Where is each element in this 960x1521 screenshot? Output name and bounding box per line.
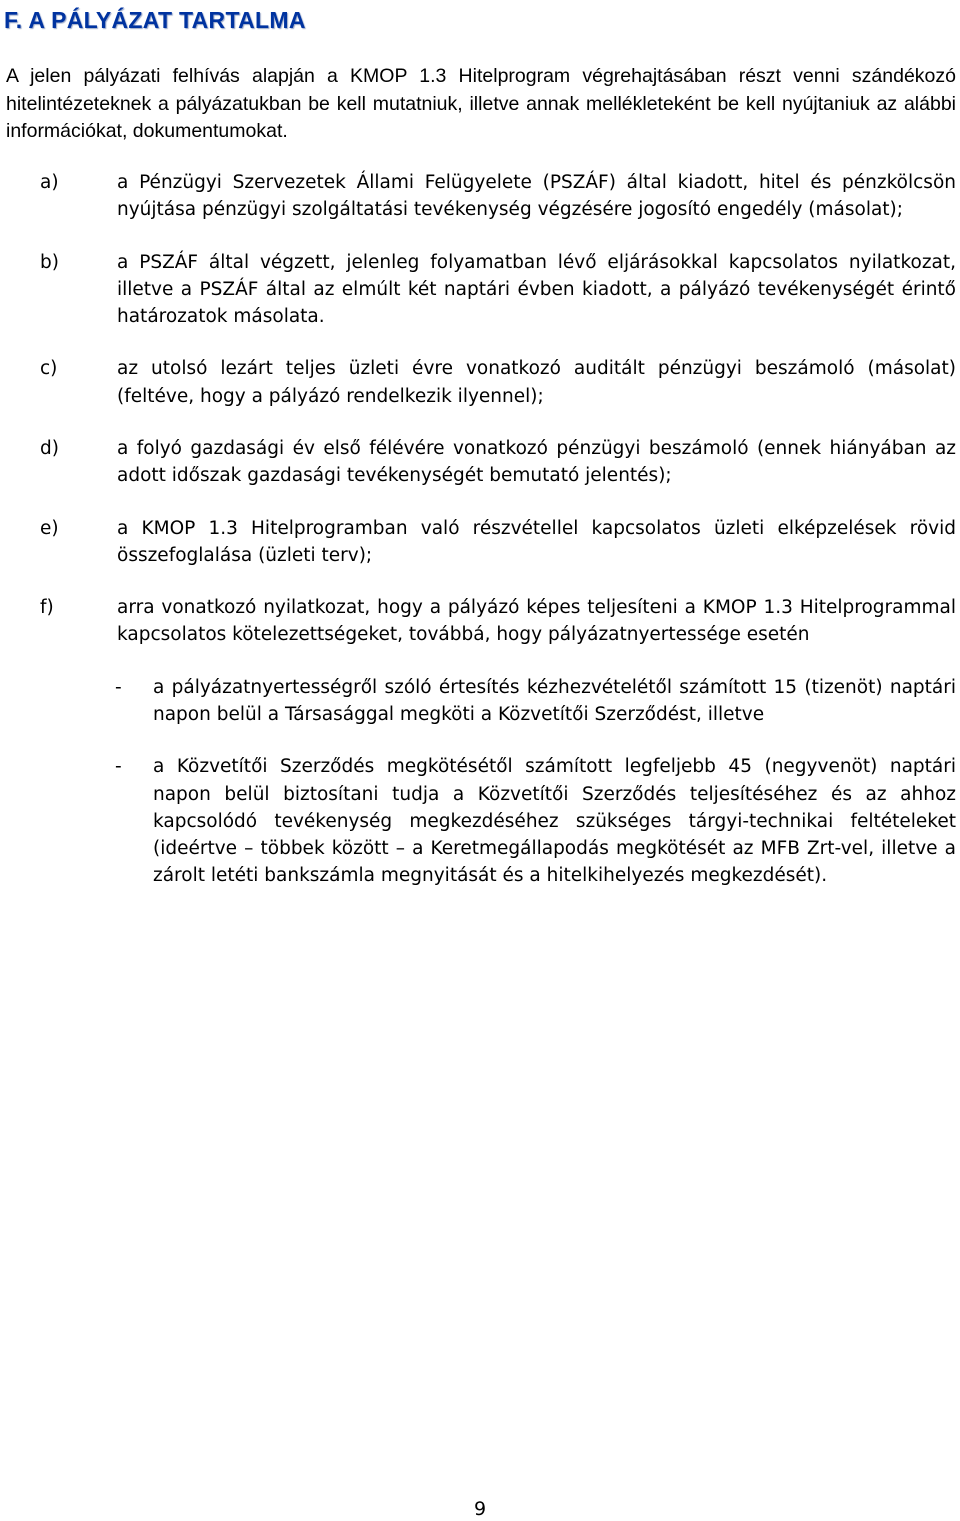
- sub-list-item-text: a Közvetítői Szerződés megkötésétől számított legfeljebb 45 (negyvenöt) naptári napon belül biztosítani tudja a Közvetítői Szerződés teljesítéséhez és az ahhoz kapcsolódó tevékenység megkezdéséhez szükséges tárgyi-technikai feltételeket (ideértve – többek között – a Keretmegállapodás megkötését az MFB Zrt-vel, illetve a zárolt letéti bankszámla megnyitását és a hitelkihelyezés megkezdését).: [153, 756, 956, 887]
- section-heading: F. A PÁLYÁZAT TARTALMA: [4, 7, 306, 33]
- list-item: [0, 435, 956, 489]
- list-item-text: arra vonatkozó nyilatkozat, hogy a pályázó képes teljesíteni a KMOP 1.3 Hitelprogrammal kapcsolatos kötelezettségeket, továbbá, hogy pályázatnyertessége esetén: [117, 597, 956, 646]
- list-item: [0, 594, 956, 648]
- sub-list-item: [0, 753, 956, 889]
- sub-list-item: [0, 674, 956, 728]
- list-item-text: az utolsó lezárt teljes üzleti évre vonatkozó auditált pénzügyi beszámoló (másolat) (feltéve, hogy a pályázó rendelkezik ilyennel);: [117, 358, 956, 407]
- list-item-text: a KMOP 1.3 Hitelprogramban való részvétellel kapcsolatos üzleti elképzelések rövid összefoglalása (üzleti terv);: [117, 517, 956, 566]
- intro-paragraph: A jelen pályázati felhívás alapján a KMOP 1.3 Hitelprogram végrehajtásában részt venni szándékozó hitelintézeteknek a pályázatukban be kell mutatniuk, illetve annak mellékleteként be kell nyújtaniuk az alábbi információkat, dokumentumokat.: [6, 65, 956, 142]
- list-item-text: a Pénzügyi Szervezetek Állami Felügyelete (PSZÁF) által kiadott, hitel és pénzkölcsön nyújtása pénzügyi szolgáltatási tevékenység végzésére jogosító engedély (másolat);: [117, 172, 956, 221]
- sub-list-item-marker: -: [115, 756, 122, 778]
- requirements-list: [0, 169, 960, 915]
- sub-list-item-text: a pályázatnyertességről szóló értesítés kézhezvételétől számított 15 (tizenöt) naptári napon belül a Társasággal megköti a Közvetítői Szerződést, illetve: [153, 676, 956, 725]
- list-item: [0, 355, 956, 409]
- sub-list-item-marker: -: [115, 676, 122, 698]
- list-item-marker: f): [40, 597, 54, 619]
- list-item: [0, 169, 956, 223]
- list-item-text: a PSZÁF által végzett, jelenleg folyamatban lévő eljárásokkal kapcsolatos nyilatkozat, illetve a PSZÁF által az elmúlt két naptári évben kiadott, a pályázó tevékenységét érintő határozatok másolata.: [117, 251, 956, 327]
- list-item: [0, 249, 956, 331]
- list-item-marker: c): [40, 358, 58, 380]
- list-item-marker: e): [40, 517, 59, 539]
- list-item-marker: b): [40, 251, 59, 273]
- list-item-marker: a): [40, 172, 59, 193]
- page-number: 9: [473, 1498, 487, 1520]
- list-item-marker: d): [40, 437, 59, 459]
- list-item-text: a folyó gazdasági év első félévére vonatkozó pénzügyi beszámoló (ennek hiányában az adott időszak gazdasági tevékenységét bemutató jelentés);: [117, 437, 956, 487]
- list-item: [0, 515, 956, 569]
